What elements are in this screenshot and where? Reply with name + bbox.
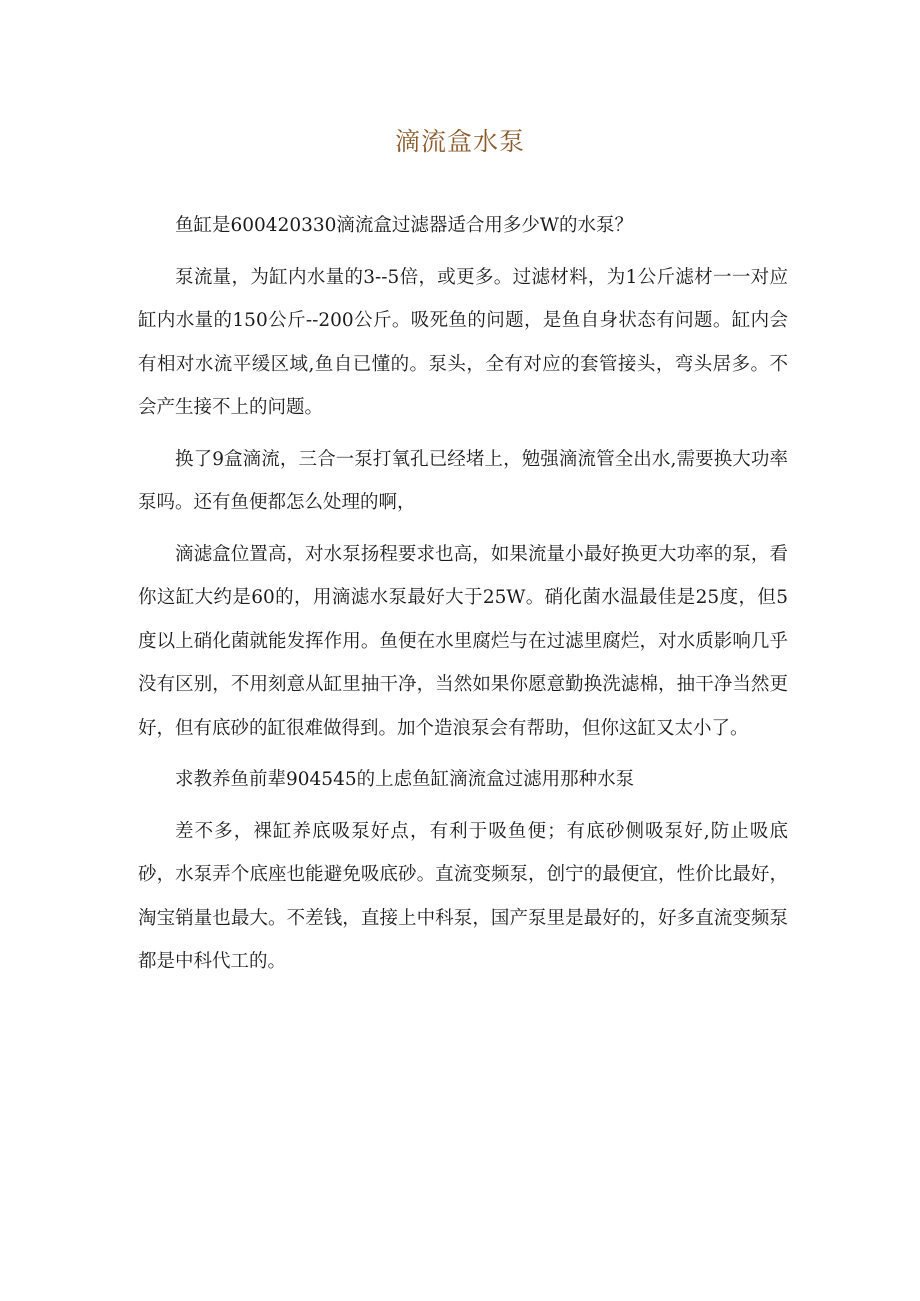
paragraph-question-2: 换了9盒滴流，三合一泵打氧孔已经堵上，勉强滴流管全出水,需要换大功率泵吗。还有鱼便都怎么处理的啊， <box>138 448 788 513</box>
document-title: 滴流盒水泵 <box>394 127 525 156</box>
paragraph-question-3: 求教养鱼前辈904545的上虑鱼缸滴流盒过滤用那种水泵 <box>175 769 635 790</box>
paragraph-answer-2: 滴滤盒位置高，对水泵扬程要求也高，如果流量小最好换更大功率的泵，看你这缸大约是60的，用滴滤水泵最好大于25W。硝化菌水温最佳是25度，但5度以上硝化菌就能发挥作用。鱼便在水里腐烂与在过滤里腐烂，对水质影响几乎没有区别，不用刻意从缸里抽干净，当然如果你愿意勤换洗滤棉，抽干净当然更好，但有底砂的缸很难做得到。加个造浪泵会有帮助，但你这缸又太小了。 <box>138 543 788 739</box>
paragraph-question-1: 鱼缸是600420330滴流盒过滤器适合用多少W的水泵？ <box>175 215 633 236</box>
paragraph-answer-3: 差不多，裸缸养底吸泵好点，有利于吸鱼便；有底砂侧吸泵好,防止吸底砂，水泵弄个底座也能避免吸底砂。直流变频泵，创宁的最便宜，性价比最好，淘宝销量也最大。不差钱，直接上中科泵，国产泵里是最好的，好多直流变频泵都是中科代工的。 <box>138 820 788 972</box>
document-body <box>138 204 788 992</box>
paragraph-answer-1: 泵流量，为缸内水量的3--5倍，或更多。过滤材料，为1公斤滤材一一对应缸内水量的150公斤--200公斤。吸死鱼的问题，是鱼自身状态有问题。缸内会有相对水流平缓区域,鱼自已懂的。泵头，全有对应的套管接头，弯头居多。不会产生接不上的问题。 <box>138 266 788 418</box>
